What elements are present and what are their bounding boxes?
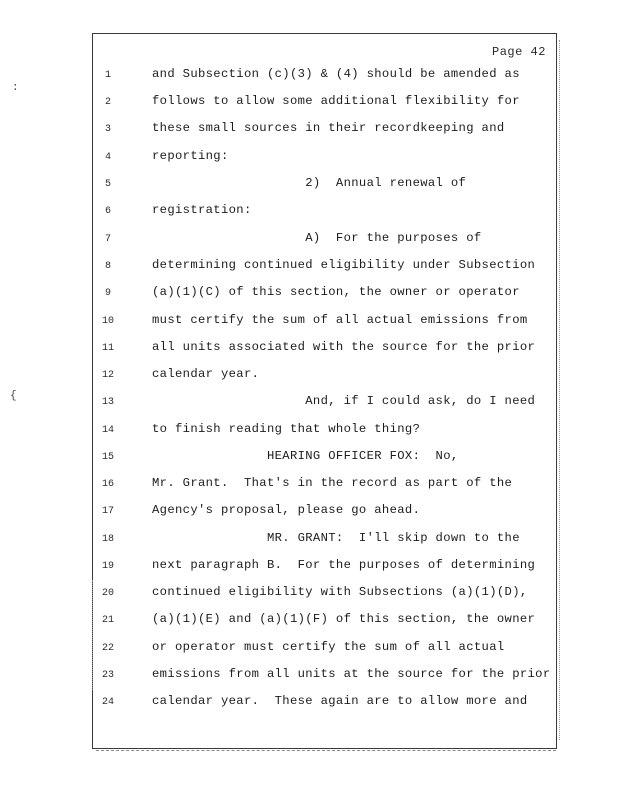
transcript-line	[0, 422, 618, 442]
line-number: 1	[104, 70, 111, 81]
line-number: 21	[101, 615, 114, 626]
transcript-line	[0, 367, 618, 387]
line-text: (a)(1)(E) and (a)(1)(F) of this section, the owner	[152, 612, 536, 626]
transcript-line	[0, 285, 618, 305]
scan-edge-noise	[559, 40, 566, 740]
line-number: 4	[104, 152, 111, 163]
line-text: HEARING OFFICER FOX: No,	[152, 449, 459, 463]
line-text: calendar year.	[152, 367, 260, 381]
transcript-line	[0, 94, 618, 114]
line-text: and Subsection (c)(3) & (4) should be amended as	[152, 67, 520, 81]
transcript-line	[0, 449, 618, 469]
line-number: 7	[104, 234, 111, 245]
line-text: next paragraph B. For the purposes of determining	[152, 558, 536, 572]
transcript-line	[0, 149, 618, 169]
transcript-line	[0, 313, 618, 333]
transcript-line	[0, 394, 618, 414]
line-number: 13	[101, 397, 114, 408]
line-text: reporting:	[152, 149, 229, 163]
scan-bottom-noise	[96, 750, 556, 754]
transcript-line	[0, 67, 618, 87]
line-number: 23	[101, 670, 114, 681]
transcript-line	[0, 558, 618, 578]
line-text: all units associated with the source for the prior	[152, 340, 536, 354]
line-text: A) For the purposes of	[152, 231, 482, 245]
line-number: 2	[104, 97, 111, 108]
transcript-line	[0, 203, 618, 223]
transcript-line	[0, 694, 618, 714]
transcript-line	[0, 476, 618, 496]
line-text: determining continued eligibility under Subsection	[152, 258, 536, 272]
line-number: 8	[104, 261, 111, 272]
transcript-line	[0, 531, 618, 551]
line-text: calendar year. These again are to allow more and	[152, 694, 528, 708]
transcript-line	[0, 585, 618, 605]
line-number: 14	[101, 425, 114, 436]
page-number: Page 42	[492, 45, 546, 59]
line-text: And, if I could ask, do I need	[152, 394, 536, 408]
transcript-line	[0, 667, 618, 687]
line-number: 3	[104, 124, 111, 135]
line-number: 17	[101, 506, 114, 517]
line-text: registration:	[152, 203, 252, 217]
line-text: or operator must certify the sum of all actual	[152, 640, 505, 654]
transcript-line	[0, 503, 618, 523]
transcript-line	[0, 231, 618, 251]
line-text: continued eligibility with Subsections (a)(1)(D),	[152, 585, 528, 599]
line-text: must certify the sum of all actual emissions from	[152, 313, 528, 327]
line-number: 6	[104, 206, 111, 217]
line-text: to finish reading that whole thing?	[152, 422, 421, 436]
transcript-line	[0, 121, 618, 141]
margin-mark-middle: {	[10, 390, 17, 402]
line-text: Agency's proposal, please go ahead.	[152, 503, 421, 517]
line-number: 16	[101, 479, 114, 490]
line-number: 11	[101, 343, 114, 354]
line-number: 20	[101, 588, 114, 599]
line-text: 2) Annual renewal of	[152, 176, 467, 190]
line-number: 19	[101, 561, 114, 572]
line-number: 24	[101, 697, 114, 708]
line-number: 22	[101, 643, 114, 654]
line-text: follows to allow some additional flexibility for	[152, 94, 520, 108]
line-text: (a)(1)(C) of this section, the owner or operator	[152, 285, 520, 299]
line-text: these small sources in their recordkeeping and	[152, 121, 505, 135]
line-number: 9	[104, 288, 111, 299]
margin-mark-top: :	[12, 82, 19, 94]
transcript-line	[0, 258, 618, 278]
line-number: 12	[101, 370, 114, 381]
line-number: 18	[101, 534, 114, 545]
transcript-line	[0, 176, 618, 196]
line-text: MR. GRANT: I'll skip down to the	[152, 531, 520, 545]
transcript-line	[0, 340, 618, 360]
line-number: 5	[104, 179, 111, 190]
line-number: 10	[101, 316, 114, 327]
line-text: Mr. Grant. That's in the record as part of the	[152, 476, 513, 490]
transcript-line	[0, 612, 618, 632]
transcript-line	[0, 640, 618, 660]
line-number: 15	[101, 452, 114, 463]
line-text: emissions from all units at the source for the prior	[152, 667, 551, 681]
